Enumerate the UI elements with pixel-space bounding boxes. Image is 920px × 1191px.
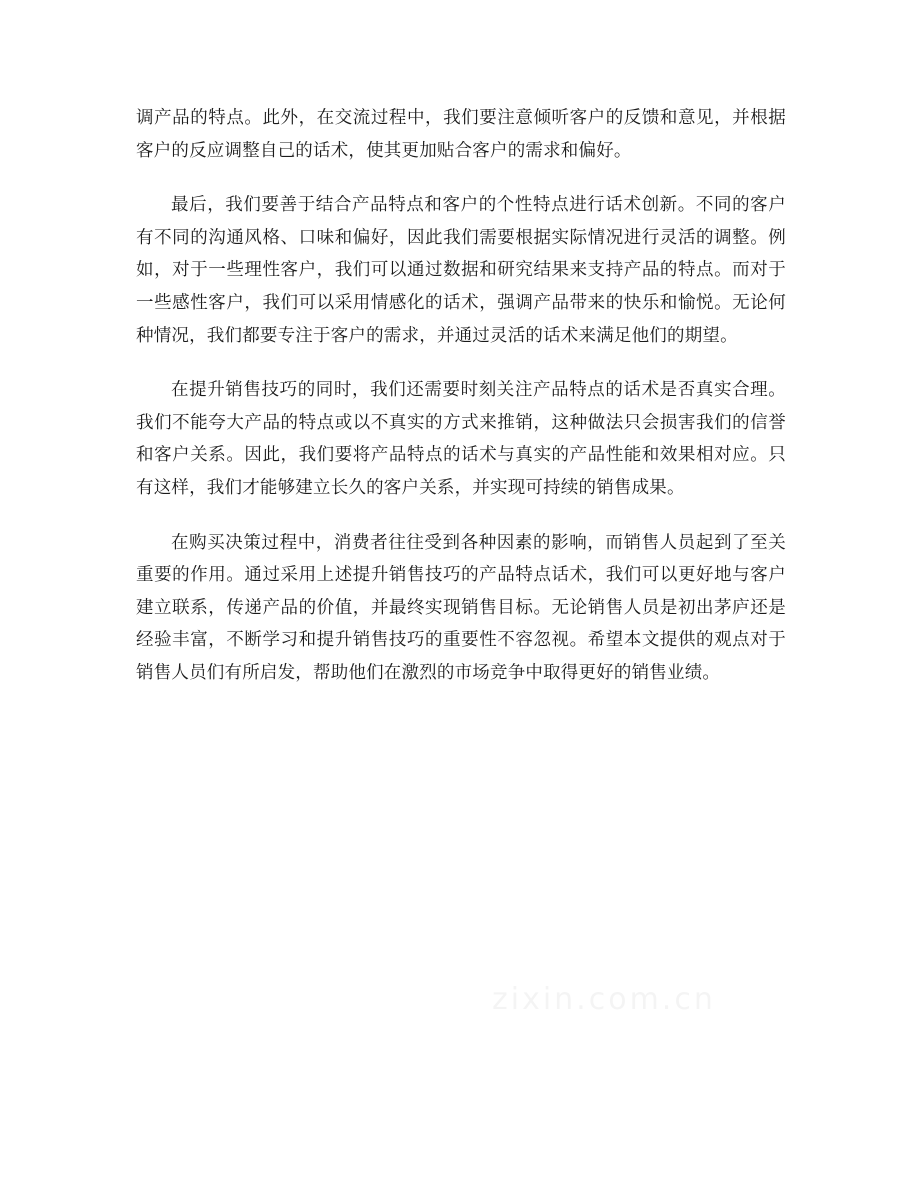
watermark [492, 982, 716, 1017]
document-body [136, 102, 786, 712]
paragraph-4: 在购买决策过程中，消费者往往受到各种因素的影响，而销售人员起到了至关重要的作用。通过采用上述提升销售技巧的产品特点话术，我们可以更好地与客户建立联系，传递产品的价值，并最终实现销售目标。无论销售人员是初出茅庐还是经验丰富，不断学习和提升销售技巧的重要性不容忽视。希望本文提供的观点对于销售人员们有所启发，帮助他们在激烈的市场竞争中取得更好的销售业绩。 [136, 532, 786, 683]
paragraph-3: 在提升销售技巧的同时，我们还需要时刻关注产品特点的话术是否真实合理。我们不能夸大产品的特点或以不真实的方式来推销，这种做法只会损害我们的信誉和客户关系。因此，我们要将产品特点的话术与真实的产品性能和效果相对应。只有这样，我们才能够建立长久的客户关系，并实现可持续的销售成果。 [136, 380, 786, 498]
paragraph-1: 调产品的特点。此外，在交流过程中，我们要注意倾听客户的反馈和意见，并根据客户的反应调整自己的话术，使其更加贴合客户的需求和偏好。 [136, 108, 786, 161]
paragraph-2: 最后，我们要善于结合产品特点和客户的个性特点进行话术创新。不同的客户有不同的沟通风格、口味和偏好，因此我们需要根据实际情况进行灵活的调整。例如，对于一些理性客户，我们可以通过数据和研究结果来支持产品的特点。而对于一些感性客户，我们可以采用情感化的话术，强调产品带来的快乐和愉悦。无论何种情况，我们都要专注于客户的需求，并通过灵活的话术来满足他们的期望。 [136, 195, 786, 346]
